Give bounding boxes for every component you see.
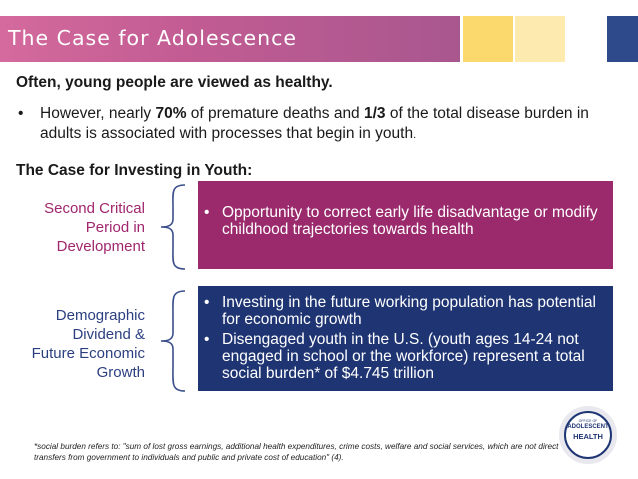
bullet-icon: • [204, 204, 210, 221]
section-label-development: Second Critical Period in Development [44, 200, 145, 255]
brace-icon [157, 183, 187, 271]
section-heading: The Case for Investing in Youth: [16, 162, 253, 179]
list-item-text: Investing in the future working population has potential for economic growth [222, 294, 596, 328]
accent-square-light-yellow [515, 16, 565, 62]
brace-icon [157, 289, 187, 393]
section-label-demographic: Demographic Dividend & Future Economic Growth [31, 307, 145, 381]
list-item-text: Disengaged youth in the U.S. (youth ages 14-24 not engaged in school or the workforce) represent a total social burden* of $4.745 trillion [222, 331, 585, 382]
accent-square-navy [607, 16, 638, 62]
intro-text: Often, young people are viewed as healthy. [16, 74, 333, 91]
logo-text: OFFICE OF [578, 419, 598, 423]
slide-title: The Case for Adolescence [8, 26, 297, 50]
list-item [204, 294, 603, 328]
office-of-adolescent-health-logo [557, 404, 619, 466]
list-item [204, 331, 603, 382]
accent-square-yellow [463, 16, 513, 62]
list-item [204, 204, 603, 238]
development-box [198, 181, 613, 269]
footnote: *social burden refers to: "sum of lost gross earnings, additional health expenditures, crime costs, welfare and social services, which are not direct transfers from government to individuals and public and private cost of education" (4). [34, 442, 559, 462]
economic-growth-box [198, 286, 613, 391]
logo-text: HEALTH [573, 432, 603, 441]
list-item-text: Opportunity to correct early life disadvantage or modify childhood trajectories towards health [222, 204, 598, 238]
bullet-icon: • [204, 331, 210, 348]
bullet-icon: • [204, 294, 210, 311]
logo-text: ADOLESCENT [567, 424, 609, 430]
statistic-bullet [16, 104, 606, 145]
statistic-text: However, nearly 70% of premature deaths and 1/3 of the total disease burden in adults is associated with processes that begin in youth. [40, 105, 589, 142]
bullet-icon: • [18, 105, 24, 122]
